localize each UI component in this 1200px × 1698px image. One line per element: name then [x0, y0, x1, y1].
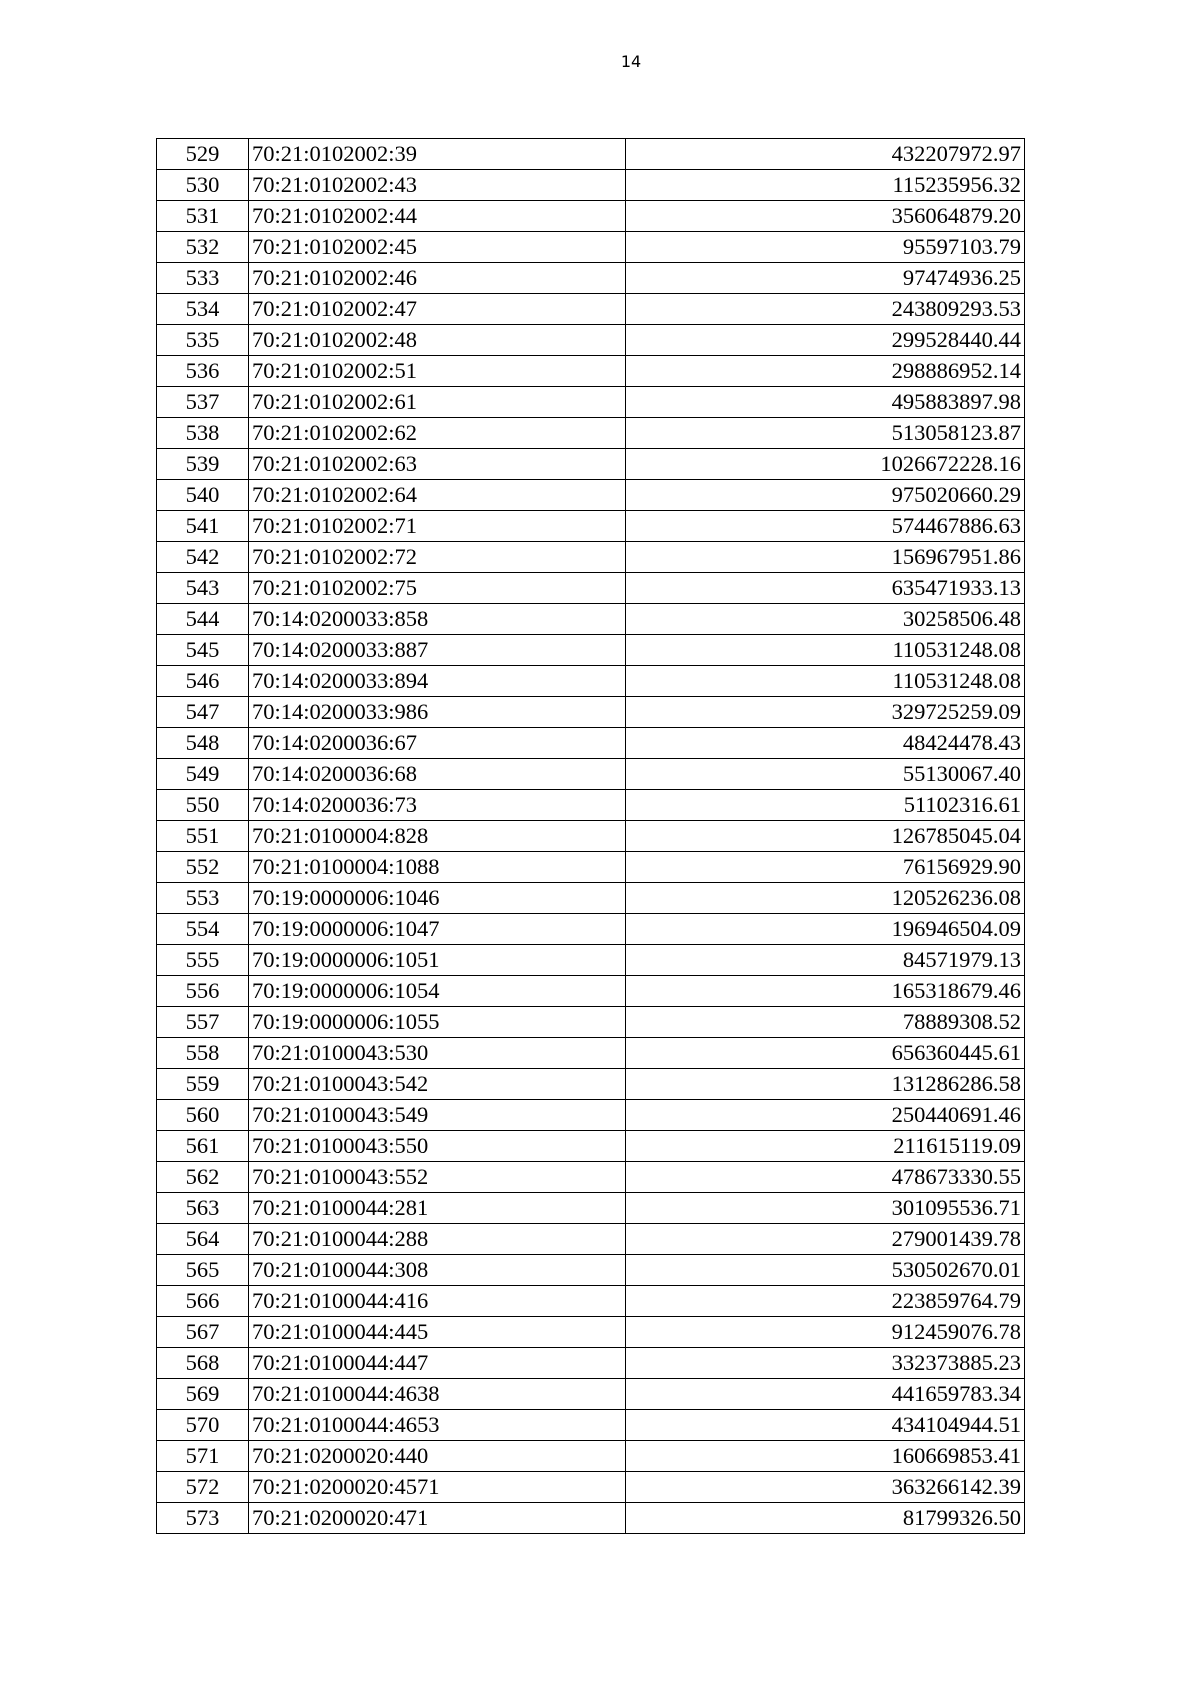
cadastral-number-cell: 70:21:0100044:445: [249, 1317, 626, 1348]
cadastral-number-cell: 70:19:0000006:1046: [249, 883, 626, 914]
table-row: [157, 1100, 1025, 1131]
row-number-cell: 560: [157, 1100, 249, 1131]
table-row: [157, 139, 1025, 170]
cadastral-number-cell: 70:21:0100044:447: [249, 1348, 626, 1379]
cadastral-value-cell: 495883897.98: [626, 387, 1025, 418]
table-row: [157, 573, 1025, 604]
cadastral-number-cell: 70:21:0100043:550: [249, 1131, 626, 1162]
row-number-cell: 541: [157, 511, 249, 542]
cadastral-number-cell: 70:21:0100044:416: [249, 1286, 626, 1317]
cadastral-value-cell: 441659783.34: [626, 1379, 1025, 1410]
cadastral-number-cell: 70:21:0100043:542: [249, 1069, 626, 1100]
table-row: [157, 480, 1025, 511]
cadastral-number-cell: 70:21:0102002:72: [249, 542, 626, 573]
cadastral-value-cell: 656360445.61: [626, 1038, 1025, 1069]
table-row: [157, 604, 1025, 635]
cadastral-number-cell: 70:21:0200020:4571: [249, 1472, 626, 1503]
cadastral-value-cell: 110531248.08: [626, 635, 1025, 666]
row-number-cell: 554: [157, 914, 249, 945]
cadastral-number-cell: 70:14:0200036:68: [249, 759, 626, 790]
row-number-cell: 561: [157, 1131, 249, 1162]
table-row: [157, 914, 1025, 945]
cadastral-number-cell: 70:19:0000006:1047: [249, 914, 626, 945]
table-row: [157, 883, 1025, 914]
cadastral-value-cell: 97474936.25: [626, 263, 1025, 294]
row-number-cell: 529: [157, 139, 249, 170]
table-row: [157, 821, 1025, 852]
cadastral-number-cell: 70:21:0102002:45: [249, 232, 626, 263]
table-row: [157, 1255, 1025, 1286]
cadastral-number-cell: 70:21:0102002:46: [249, 263, 626, 294]
cadastral-value-cell: 332373885.23: [626, 1348, 1025, 1379]
cadastral-value-cell: 223859764.79: [626, 1286, 1025, 1317]
cadastral-value-cell: 329725259.09: [626, 697, 1025, 728]
row-number-cell: 555: [157, 945, 249, 976]
row-number-cell: 573: [157, 1503, 249, 1534]
row-number-cell: 539: [157, 449, 249, 480]
cadastral-number-cell: 70:14:0200033:894: [249, 666, 626, 697]
table-row: [157, 1503, 1025, 1534]
cadastral-value-cell: 156967951.86: [626, 542, 1025, 573]
row-number-cell: 544: [157, 604, 249, 635]
table-row: [157, 1038, 1025, 1069]
table-row: [157, 1193, 1025, 1224]
row-number-cell: 534: [157, 294, 249, 325]
row-number-cell: 556: [157, 976, 249, 1007]
table-row: [157, 1410, 1025, 1441]
table-row: [157, 759, 1025, 790]
row-number-cell: 532: [157, 232, 249, 263]
table-row: [157, 635, 1025, 666]
row-number-cell: 562: [157, 1162, 249, 1193]
cadastral-number-cell: 70:14:0200033:986: [249, 697, 626, 728]
row-number-cell: 557: [157, 1007, 249, 1038]
cadastral-value-cell: 76156929.90: [626, 852, 1025, 883]
cadastral-value-cell: 513058123.87: [626, 418, 1025, 449]
cadastral-value-cell: 211615119.09: [626, 1131, 1025, 1162]
cadastral-value-cell: 55130067.40: [626, 759, 1025, 790]
cadastral-number-cell: 70:21:0100043:549: [249, 1100, 626, 1131]
cadastral-number-cell: 70:21:0100043:552: [249, 1162, 626, 1193]
cadastral-value-cell: 434104944.51: [626, 1410, 1025, 1441]
row-number-cell: 559: [157, 1069, 249, 1100]
table-row: [157, 1069, 1025, 1100]
table-row: [157, 232, 1025, 263]
row-number-cell: 535: [157, 325, 249, 356]
table-row: [157, 511, 1025, 542]
table-row: [157, 790, 1025, 821]
table-row: [157, 449, 1025, 480]
cadastral-number-cell: 70:21:0102002:48: [249, 325, 626, 356]
cadastral-value-cell: 574467886.63: [626, 511, 1025, 542]
cadastral-number-cell: 70:21:0102002:43: [249, 170, 626, 201]
row-number-cell: 543: [157, 573, 249, 604]
table-row: [157, 976, 1025, 1007]
table-row: [157, 1441, 1025, 1472]
row-number-cell: 566: [157, 1286, 249, 1317]
row-number-cell: 571: [157, 1441, 249, 1472]
table-row: [157, 852, 1025, 883]
cadastral-value-cell: 131286286.58: [626, 1069, 1025, 1100]
cadastral-number-cell: 70:21:0102002:62: [249, 418, 626, 449]
row-number-cell: 547: [157, 697, 249, 728]
cadastral-value-cell: 48424478.43: [626, 728, 1025, 759]
table-row: [157, 1162, 1025, 1193]
cadastral-value-cell: 165318679.46: [626, 976, 1025, 1007]
table-row: [157, 1348, 1025, 1379]
cadastral-value-cell: 243809293.53: [626, 294, 1025, 325]
table-row: [157, 387, 1025, 418]
row-number-cell: 542: [157, 542, 249, 573]
table-row: [157, 418, 1025, 449]
row-number-cell: 564: [157, 1224, 249, 1255]
row-number-cell: 536: [157, 356, 249, 387]
cadastral-number-cell: 70:21:0102002:64: [249, 480, 626, 511]
table-row: [157, 356, 1025, 387]
cadastral-value-cell: 432207972.97: [626, 139, 1025, 170]
table-row: [157, 263, 1025, 294]
cadastral-number-cell: 70:14:0200033:858: [249, 604, 626, 635]
cadastral-value-cell: 298886952.14: [626, 356, 1025, 387]
row-number-cell: 569: [157, 1379, 249, 1410]
row-number-cell: 558: [157, 1038, 249, 1069]
row-number-cell: 545: [157, 635, 249, 666]
cadastral-value-cell: 30258506.48: [626, 604, 1025, 635]
table-row: [157, 1286, 1025, 1317]
cadastral-value-cell: 120526236.08: [626, 883, 1025, 914]
cadastral-value-cell: 126785045.04: [626, 821, 1025, 852]
row-number-cell: 565: [157, 1255, 249, 1286]
table-row: [157, 1007, 1025, 1038]
row-number-cell: 570: [157, 1410, 249, 1441]
table-row: [157, 1472, 1025, 1503]
row-number-cell: 537: [157, 387, 249, 418]
cadastral-number-cell: 70:21:0102002:47: [249, 294, 626, 325]
row-number-cell: 530: [157, 170, 249, 201]
table-row: [157, 201, 1025, 232]
cadastral-number-cell: 70:21:0100043:530: [249, 1038, 626, 1069]
cadastral-number-cell: 70:21:0100044:308: [249, 1255, 626, 1286]
cadastral-value-cell: 1026672228.16: [626, 449, 1025, 480]
cadastral-value-cell: 299528440.44: [626, 325, 1025, 356]
row-number-cell: 553: [157, 883, 249, 914]
cadastral-number-cell: 70:21:0102002:61: [249, 387, 626, 418]
row-number-cell: 563: [157, 1193, 249, 1224]
cadastral-number-cell: 70:21:0100004:1088: [249, 852, 626, 883]
table-row: [157, 325, 1025, 356]
cadastral-number-cell: 70:21:0102002:44: [249, 201, 626, 232]
cadastral-value-cell: 160669853.41: [626, 1441, 1025, 1472]
cadastral-value-cell: 279001439.78: [626, 1224, 1025, 1255]
cadastral-number-cell: 70:21:0100044:4638: [249, 1379, 626, 1410]
table-body: [157, 139, 1025, 1534]
row-number-cell: 538: [157, 418, 249, 449]
row-number-cell: 548: [157, 728, 249, 759]
row-number-cell: 533: [157, 263, 249, 294]
cadastral-value-cell: 51102316.61: [626, 790, 1025, 821]
cadastral-number-cell: 70:14:0200033:887: [249, 635, 626, 666]
cadastral-value-cell: 250440691.46: [626, 1100, 1025, 1131]
cadastral-value-cell: 363266142.39: [626, 1472, 1025, 1503]
cadastral-number-cell: 70:21:0100044:288: [249, 1224, 626, 1255]
cadastral-number-cell: 70:21:0102002:39: [249, 139, 626, 170]
cadastral-number-cell: 70:21:0102002:63: [249, 449, 626, 480]
cadastral-value-cell: 356064879.20: [626, 201, 1025, 232]
cadastral-value-cell: 115235956.32: [626, 170, 1025, 201]
cadastral-value-cell: 478673330.55: [626, 1162, 1025, 1193]
cadastral-number-cell: 70:19:0000006:1051: [249, 945, 626, 976]
cadastral-number-cell: 70:21:0102002:75: [249, 573, 626, 604]
cadastral-value-table: [156, 138, 1025, 1534]
row-number-cell: 572: [157, 1472, 249, 1503]
row-number-cell: 552: [157, 852, 249, 883]
table-row: [157, 666, 1025, 697]
row-number-cell: 551: [157, 821, 249, 852]
cadastral-number-cell: 70:19:0000006:1054: [249, 976, 626, 1007]
table-row: [157, 1224, 1025, 1255]
row-number-cell: 540: [157, 480, 249, 511]
cadastral-number-cell: 70:14:0200036:73: [249, 790, 626, 821]
cadastral-value-cell: 912459076.78: [626, 1317, 1025, 1348]
table-row: [157, 945, 1025, 976]
cadastral-number-cell: 70:14:0200036:67: [249, 728, 626, 759]
cadastral-value-cell: 84571979.13: [626, 945, 1025, 976]
cadastral-number-cell: 70:21:0100044:4653: [249, 1410, 626, 1441]
cadastral-number-cell: 70:21:0102002:71: [249, 511, 626, 542]
cadastral-number-cell: 70:21:0200020:440: [249, 1441, 626, 1472]
cadastral-value-cell: 196946504.09: [626, 914, 1025, 945]
cadastral-number-cell: 70:21:0100044:281: [249, 1193, 626, 1224]
table-row: [157, 542, 1025, 573]
cadastral-value-cell: 530502670.01: [626, 1255, 1025, 1286]
table-row: [157, 1317, 1025, 1348]
cadastral-number-cell: 70:19:0000006:1055: [249, 1007, 626, 1038]
row-number-cell: 531: [157, 201, 249, 232]
cadastral-number-cell: 70:21:0102002:51: [249, 356, 626, 387]
page-number: 14: [620, 52, 642, 71]
row-number-cell: 568: [157, 1348, 249, 1379]
row-number-cell: 550: [157, 790, 249, 821]
row-number-cell: 546: [157, 666, 249, 697]
table-row: [157, 728, 1025, 759]
cadastral-value-cell: 635471933.13: [626, 573, 1025, 604]
table-row: [157, 1379, 1025, 1410]
table-row: [157, 1131, 1025, 1162]
cadastral-number-cell: 70:21:0100004:828: [249, 821, 626, 852]
cadastral-value-cell: 78889308.52: [626, 1007, 1025, 1038]
row-number-cell: 549: [157, 759, 249, 790]
cadastral-value-cell: 81799326.50: [626, 1503, 1025, 1534]
cadastral-number-cell: 70:21:0200020:471: [249, 1503, 626, 1534]
row-number-cell: 567: [157, 1317, 249, 1348]
table-row: [157, 697, 1025, 728]
cadastral-value-cell: 975020660.29: [626, 480, 1025, 511]
cadastral-value-cell: 110531248.08: [626, 666, 1025, 697]
cadastral-value-cell: 301095536.71: [626, 1193, 1025, 1224]
cadastral-value-cell: 95597103.79: [626, 232, 1025, 263]
table-row: [157, 170, 1025, 201]
table-row: [157, 294, 1025, 325]
